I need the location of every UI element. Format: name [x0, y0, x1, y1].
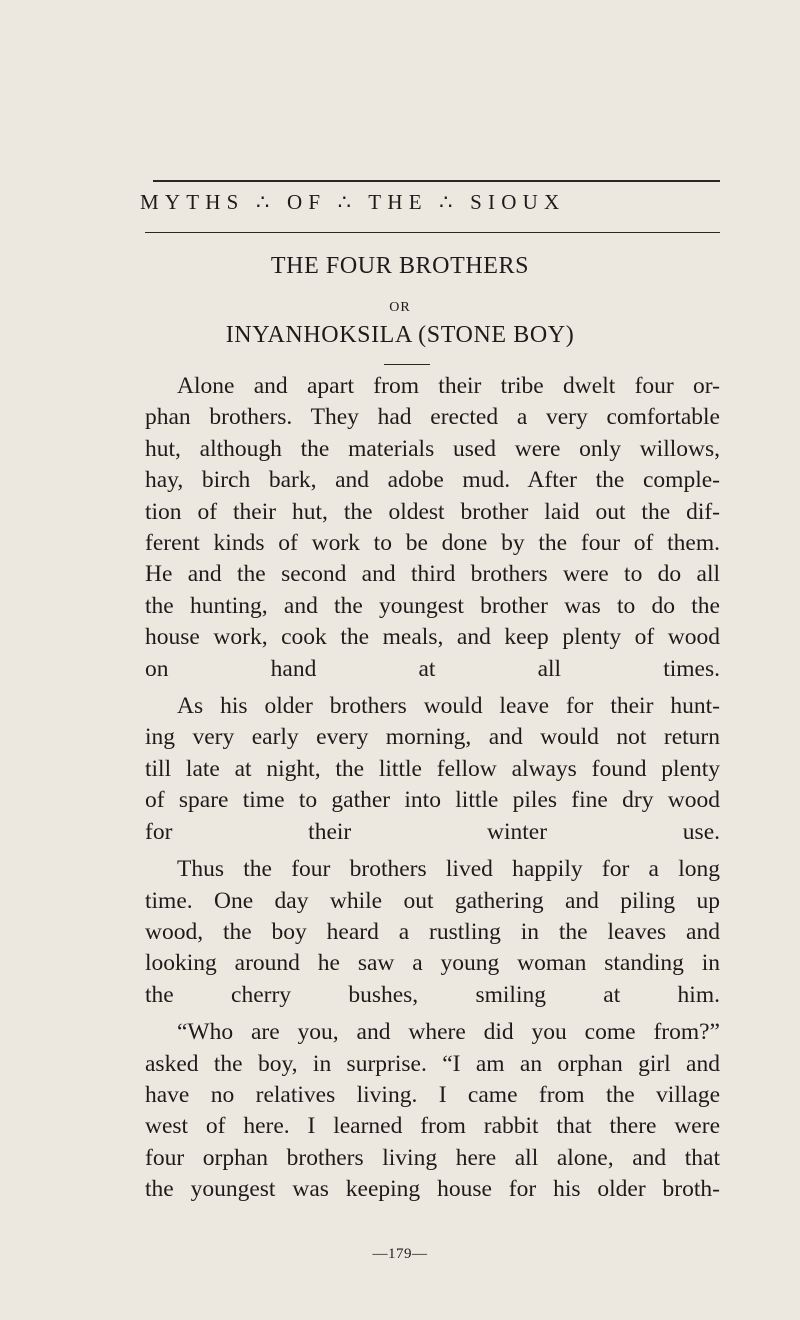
- running-head: MYTHS ∴ OF ∴ THE ∴ SIOUX: [140, 190, 566, 214]
- title-divider: [384, 364, 430, 365]
- text-line: till late at night, the little fellow always found plenty: [145, 755, 720, 782]
- text-line: time. One day while out gathering and piling up: [145, 887, 720, 914]
- text-line: the hunting, and the youngest brother was to do the: [145, 592, 720, 619]
- text-line: the cherry bushes, smiling at him.: [145, 981, 720, 1008]
- chapter-subtitle: INYANHOKSILA (STONE BOY): [225, 322, 575, 348]
- page-number: —179—: [372, 1246, 428, 1262]
- text-line: asked the boy, in surprise. “I am an orphan girl and: [145, 1050, 720, 1077]
- chapter-title: THE FOUR BROTHERS: [270, 253, 530, 279]
- text-line: ing very early every morning, and would not return: [145, 724, 720, 751]
- body-text: [145, 371, 720, 1212]
- text-line: hut, although the materials used were only willows,: [145, 435, 720, 462]
- text-line: on hand at all times.: [145, 655, 720, 682]
- text-line: He and the second and third brothers were to do all: [145, 561, 720, 588]
- text-line: have no relatives living. I came from the village: [145, 1081, 720, 1108]
- text-line: As his older brothers would leave for their hunt-: [177, 693, 720, 720]
- text-line: phan brothers. They had erected a very comfortable: [145, 404, 720, 431]
- paragraph: [145, 691, 720, 848]
- text-line: wood, the boy heard a rustling in the leaves and: [145, 918, 720, 945]
- text-line: tion of their hut, the oldest brother laid out the dif-: [145, 498, 720, 525]
- paragraph: [145, 854, 720, 1011]
- text-line: ferent kinds of work to be done by the four of them.: [145, 530, 720, 557]
- text-line: house work, cook the meals, and keep plenty of wood: [145, 624, 720, 651]
- title-conjunction: OR: [389, 300, 411, 315]
- text-line: for their winter use.: [145, 818, 720, 845]
- text-line: of spare time to gather into little piles fine dry wood: [145, 787, 720, 814]
- header-rule-top: [153, 180, 720, 182]
- paragraph: [145, 1017, 720, 1205]
- text-line: looking around he saw a young woman standing in: [145, 950, 720, 977]
- text-line: the youngest was keeping house for his older broth-: [145, 1176, 720, 1203]
- text-line: Alone and apart from their tribe dwelt four or-: [177, 373, 720, 399]
- header-rule-bottom: [145, 232, 720, 233]
- text-line: “Who are you, and where did you come from?”: [177, 1019, 720, 1046]
- text-line: hay, birch bark, and adobe mud. After the comple-: [145, 467, 720, 494]
- text-line: Thus the four brothers lived happily for a long: [177, 856, 720, 883]
- text-line: four orphan brothers living here all alone, and that: [145, 1144, 720, 1171]
- text-line: west of here. I learned from rabbit that there were: [145, 1113, 720, 1140]
- paragraph: [145, 371, 720, 685]
